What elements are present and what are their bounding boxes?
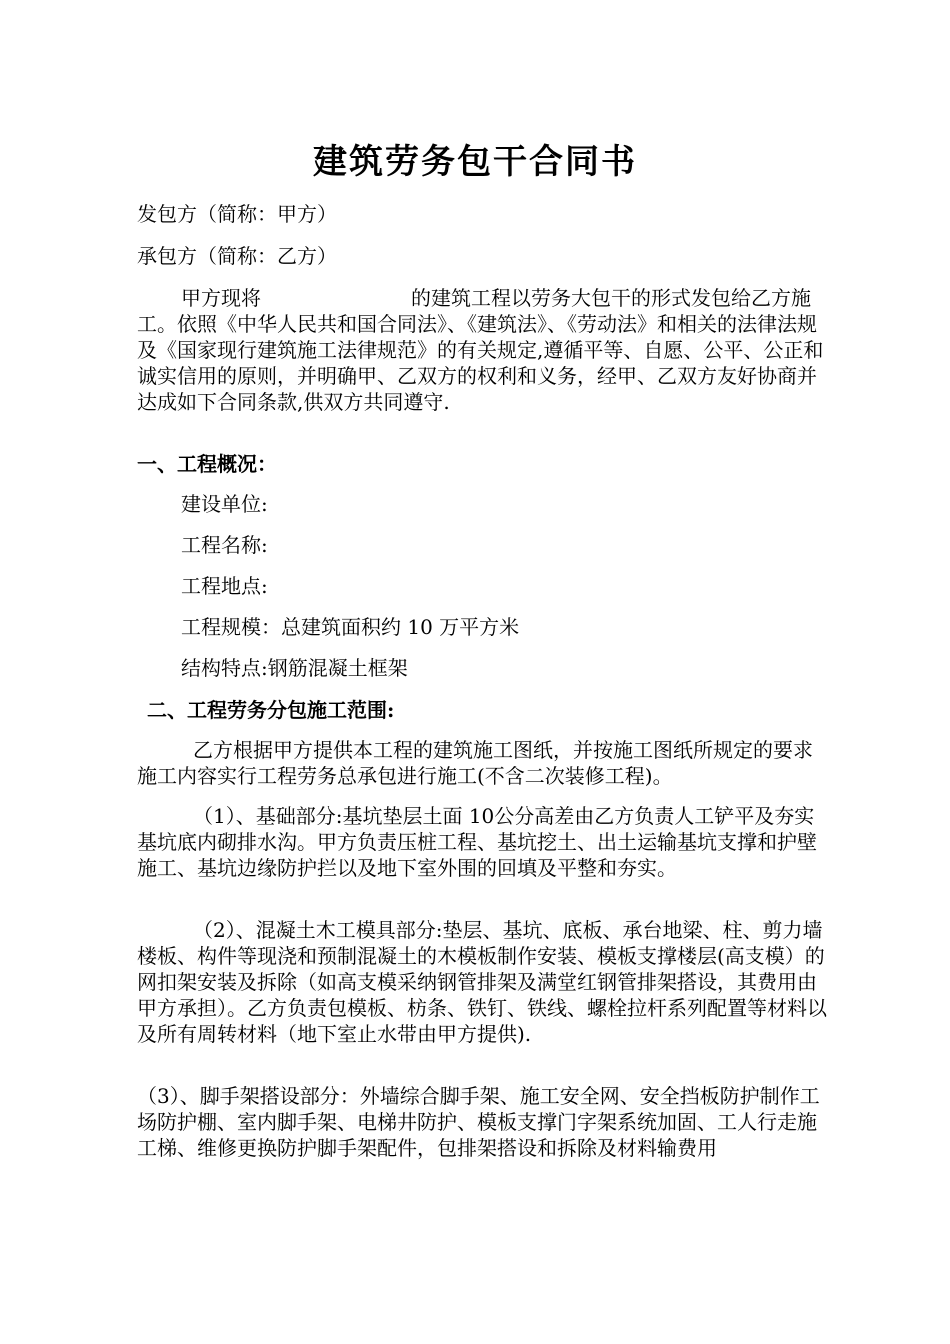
intro-start: 甲方现将 [181,286,261,310]
scaffolding-paragraph: （3）、脚手架搭设部分：外墙综合脚手架、施工安全网、安全挡板防护制作工场防护棚、室内脚手架、电梯井防护、模板支撑门字架系统加固、工人行走施工梯、维修更换防护脚手架配件，包排架搭设和拆除及材料输费用 [137,1084,820,1160]
project-location-label: 工程地点: [181,574,268,598]
project-scale-label: 工程规模：总建筑面积约 10 万平方米 [181,615,520,639]
construction-unit-label: 建设单位: [181,492,268,516]
structure-type-label: 结构特点:钢筋混凝土框架 [181,656,408,680]
party-b-line: 承包方（简称：乙方） [137,244,337,268]
intro-paragraph [137,285,827,415]
section2-heading: 二、工程劳务分包施工范围: [147,698,395,722]
project-name-label: 工程名称: [181,533,268,557]
party-a-line: 发包方（简称：甲方） [137,202,337,226]
section1-heading: 一、工程概况： [137,452,277,476]
scope-intro-paragraph: 乙方根据甲方提供本工程的建筑施工图纸，并按施工图纸所规定的要求施工内容实行工程劳务总承包进行施工(不含二次装修工程)。 [137,738,813,788]
intro-rest: 的建筑工程以劳务大包干的形式发包给乙方施工。依照《中华人民共和国合同法》、《建筑法》、《劳动法》和相关的法律法规及《国家现行建筑施工法律规范》的有关规定,遵循平等、自愿、公平、公正和诚实信用的原则，并明确甲、乙双方的权利和义务，经甲、乙双方友好协商并达成如下合同条款,供双方共同遵守. [137,286,824,414]
formwork-paragraph: （2）、混凝土木工模具部分:垫层、基坑、底板、承台地梁、柱、剪力墙楼板、构件等现浇和预制混凝土的木模板制作安装、模板支撑楼层(高支模）的网扣架安装及拆除（如高支模采纳钢管排架及满堂红钢管排架搭设，其费用由甲方承担）。乙方负责包模板、枋条、铁钉、铁线、螺栓拉杆系列配置等材料以及所有周转材料（地下室止水带由甲方提供). [137,918,827,1046]
document-title: 建筑劳务包干合同书 [313,142,637,182]
foundation-paragraph: （1）、基础部分:基坑垫层土面 10公分高差由乙方负责人工铲平及夯实基坑底内砌排水沟。甲方负责压桩工程、基坑挖土、出土运输基坑支撑和护壁施工、基坑边缘防护拦以及地下室外围的回填及平整和夯实。 [137,804,817,880]
